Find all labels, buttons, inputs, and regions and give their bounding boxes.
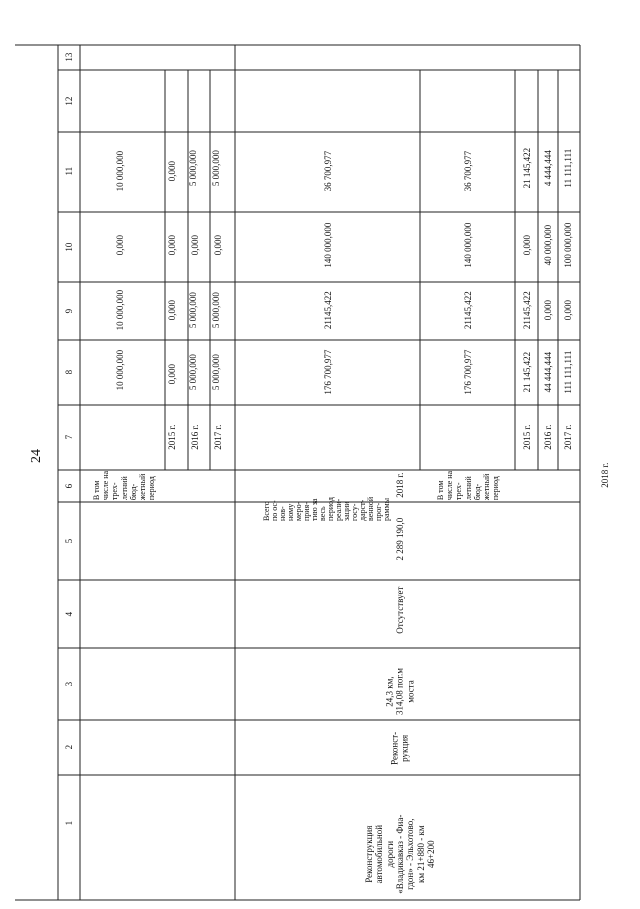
block1-2015-8: 0,000 <box>166 364 177 385</box>
block1-2015-9: 0,000 <box>166 300 177 321</box>
block1-value-9: 10 000,000 <box>114 289 125 331</box>
block3-2015-11: 21 145,422 <box>521 147 532 189</box>
col-header-6: 6 <box>63 483 74 489</box>
block3-2017-8: 111 111,111 <box>562 350 573 394</box>
block3-2015-9: 21145,422 <box>521 291 532 330</box>
col-header-13: 13 <box>63 52 74 62</box>
year-value: 2018 г. <box>394 472 405 498</box>
block1-2015-10: 0,000 <box>166 235 177 256</box>
block3-year-2015: 2015 г. <box>521 424 532 450</box>
col-header-4: 4 <box>63 611 74 617</box>
block1-year-2015: 2015 г. <box>166 424 177 450</box>
block1-2017-9: 5 000,000 <box>210 292 221 329</box>
col-header-12: 12 <box>63 96 74 106</box>
block3-label: В том числе на трех- летний бюд- жетный период <box>435 470 500 501</box>
block1-2016-9: 5 000,000 <box>187 292 198 329</box>
block1-label: В том числе на трех- летний бюд- жетный период <box>91 470 156 501</box>
cost-value: 2 289 190,0 <box>394 517 405 561</box>
page-number: 24 <box>29 449 44 463</box>
block1-value-10: 0,000 <box>114 235 125 256</box>
col-header-2: 2 <box>63 744 74 750</box>
block3-value-11: 36 700,977 <box>462 150 473 192</box>
block1-year-2017: 2017 г. <box>212 424 223 450</box>
block1-value-8: 10 000,000 <box>114 349 125 391</box>
block3-2017-9: 0,000 <box>562 300 573 321</box>
block3-2016-8: 44 444,444 <box>542 351 553 393</box>
block1-2017-8: 5 000,000 <box>210 354 221 391</box>
col-header-1: 1 <box>63 820 74 826</box>
col-header-7: 7 <box>63 434 74 440</box>
block2-value-9: 21145,422 <box>322 291 333 330</box>
block3-2017-10: 100 000,000 <box>562 222 573 268</box>
block1-2016-10: 0,000 <box>189 235 200 256</box>
col-header-8: 8 <box>63 369 74 375</box>
block3-2016-10: 40 000,000 <box>542 224 553 266</box>
block1-year-2016: 2016 г. <box>189 424 200 450</box>
object-name: Реконструкция автомобильной дороги «Владикавказ - Фиа- гдон» - Эльхотово, км 21+880 - км 46+200 <box>363 814 436 894</box>
block3-2016-9: 0,000 <box>542 300 553 321</box>
block2-value-10: 140 000,000 <box>322 222 333 268</box>
block2-label: Всего по ос- нов- ному меро- прия- тию за весь период реали- зации госу- дарст- венной прог- раммы <box>262 496 391 521</box>
block3-2015-10: 0,000 <box>521 235 532 256</box>
block3-2015-8: 21 145,422 <box>521 351 532 393</box>
block3-value-10: 140 000,000 <box>462 222 473 268</box>
block3-2016-11: 4 444,444 <box>542 150 553 187</box>
block3-value-8: 176 700,977 <box>462 349 473 395</box>
col-header-9: 9 <box>63 308 74 314</box>
block1-2017-11: 5 000,000 <box>210 150 221 187</box>
block3-2017-11: 11 111,111 <box>562 148 573 188</box>
docs-status: Отсутствует <box>394 586 405 634</box>
block1-value-11: 10 000,000 <box>114 150 125 192</box>
block2-value-8: 176 700,977 <box>322 349 333 395</box>
block1-2015-11: 0,000 <box>166 161 177 182</box>
col-header-10: 10 <box>63 242 74 252</box>
block1-2016-11: 5 000,000 <box>187 150 198 187</box>
note-value: 2018 г. <box>599 462 610 488</box>
block3-year-2017: 2017 г. <box>562 424 573 450</box>
col-header-11: 11 <box>63 166 74 176</box>
col-header-5: 5 <box>63 538 74 544</box>
block1-2017-10: 0,000 <box>212 235 223 256</box>
block3-year-2016: 2016 г. <box>542 424 553 450</box>
block1-2016-8: 5 000,000 <box>187 354 198 391</box>
capacity: 24,3 км, 314,08 пог.м моста <box>384 668 416 715</box>
block3-value-9: 21145,422 <box>462 291 473 330</box>
work-type: Реконст- рукция <box>389 731 410 765</box>
block2-value-11: 36 700,977 <box>322 150 333 192</box>
col-header-3: 3 <box>63 681 74 687</box>
